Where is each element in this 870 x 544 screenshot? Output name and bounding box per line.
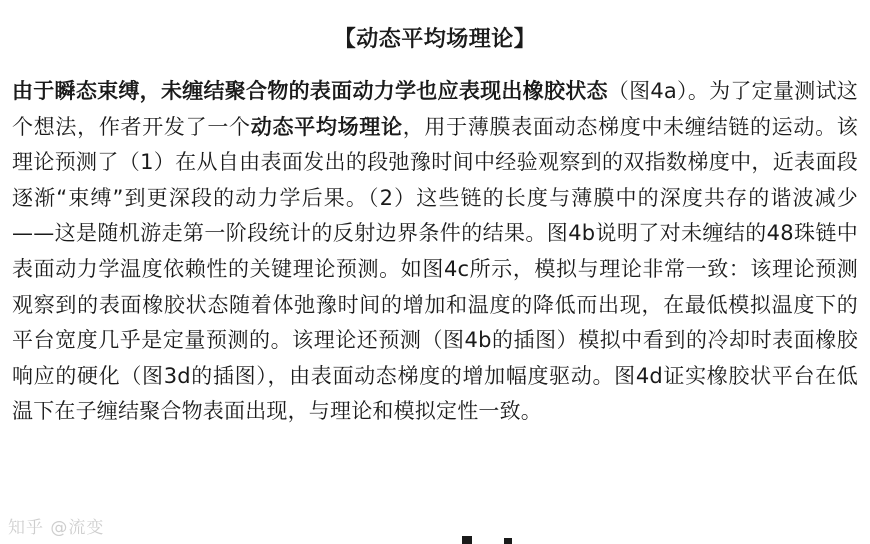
paragraph-text-1: （图4a）。为了定量测试这个想法，作者开发了一个 — [12, 79, 858, 139]
clipped-text-fragment — [504, 538, 512, 544]
clipped-text-fragment — [462, 536, 472, 544]
watermark: 知乎 @流变 — [8, 518, 105, 538]
body-paragraph — [12, 74, 858, 430]
section-title: 【动态平均场理论】 — [333, 27, 537, 52]
article-body — [12, 20, 858, 430]
bold-lead-sentence: 由于瞬态束缚，未缠结聚合物的表面动力学也应表现出橡胶状态 — [12, 79, 608, 103]
paragraph-text-2: ，用于薄膜表面动态梯度中未缠结链的运动。该理论预测了（1）在从自由表面发出的段弛豫时间中经验观察到的双指数梯度中，近表面段逐渐“束缚”到更深段的动力学后果。（2）这些链的长度与薄膜中的深度共存的谐波减少——这是随机游走第一阶段统计的反射边界条件的结果。图4b说明了对未缠结的48珠链中表面动力学温度依赖性的关键理论预测。如图4c所示，模拟与理论非常一致：该理论预测观察到的表面橡胶状态随着体弛豫时间的增加和温度的降低而出现，在最低模拟温度下的平台宽度几乎是定量预测的。该理论还预测（图4b的插图）模拟中看到的冷却时表面橡胶响应的硬化（图3d的插图），由表面动态梯度的增加幅度驱动。图4d证实橡胶状平台在低温下在子缠结聚合物表面出现，与理论和模拟定性一致。 — [12, 114, 858, 424]
bold-term: 动态平均场理论 — [250, 114, 403, 139]
